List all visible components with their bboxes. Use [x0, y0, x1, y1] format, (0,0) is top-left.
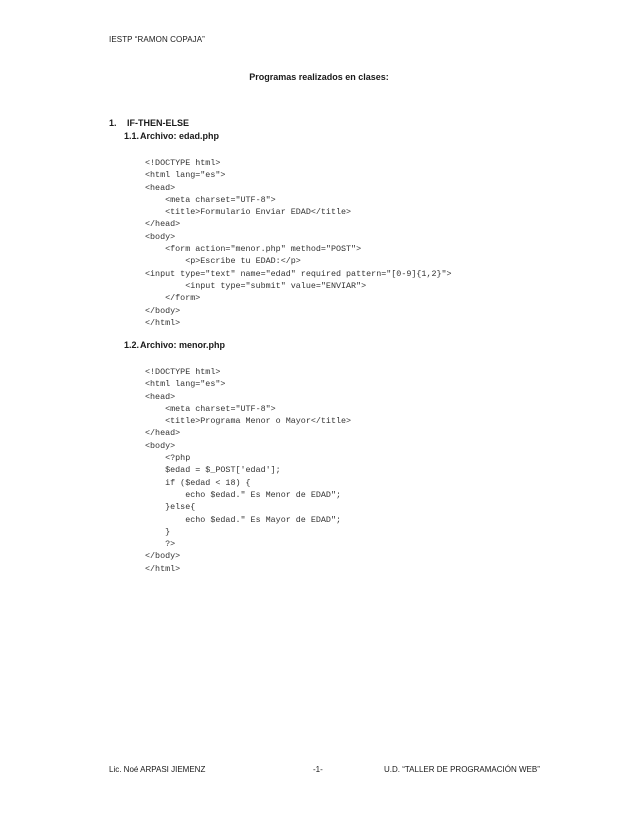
footer-course: U.D. “TALLER DE PROGRAMACIÓN WEB” — [384, 765, 540, 774]
code-line: ?> — [145, 539, 176, 550]
code-line: <p>Escribe tu EDAD:</p> — [145, 256, 301, 267]
code-line: <body> — [145, 231, 176, 242]
subsection-title: Archivo: edad.php — [140, 131, 220, 141]
subsection-heading-menor — [124, 340, 225, 350]
code-line: <title>Formulario Enviar EDAD</title> — [145, 207, 352, 218]
code-line: <body> — [145, 440, 176, 451]
document-title: Programas realizados en clases: — [249, 72, 389, 82]
footer-author: Lic. Noé ARPASI JIEMENZ — [109, 765, 206, 774]
code-line: <html lang="es"> — [145, 379, 226, 390]
code-line: <meta charset="UTF-8"> — [145, 403, 276, 414]
code-line: <head> — [145, 391, 176, 402]
code-line: <title>Programa Menor o Mayor</title> — [145, 416, 352, 427]
subsection-title: Archivo: menor.php — [140, 340, 226, 350]
code-block-menor — [145, 366, 351, 575]
code-line: if ($edad < 18) { — [145, 477, 251, 488]
code-line: <head> — [145, 182, 176, 193]
section-number: 1. — [109, 118, 117, 128]
code-line: </body> — [145, 551, 181, 562]
page-header: IESTP “RAMON COPAJA” — [109, 35, 205, 44]
code-line: </body> — [145, 305, 181, 316]
section-title: IF-THEN-ELSE — [127, 118, 189, 128]
code-line: $edad = $_POST['edad']; — [145, 465, 281, 476]
code-line: <!DOCTYPE html> — [145, 158, 221, 168]
subsection-number: 1.2. — [124, 340, 140, 350]
code-line: <html lang="es"> — [145, 170, 226, 181]
code-line: <input type="text" name="edad" required pattern="[0-9]{1,2}"> — [145, 268, 452, 279]
code-line: </form> — [145, 293, 201, 304]
subsection-heading-edad — [124, 131, 219, 141]
code-line: <meta charset="UTF-8"> — [145, 194, 276, 205]
code-line: </head> — [145, 428, 181, 439]
code-line: </html> — [145, 563, 181, 574]
code-line: </html> — [145, 317, 181, 328]
code-line: echo $edad." Es Mayor de EDAD"; — [145, 514, 342, 525]
code-line: <form action="menor.php" method="POST"> — [145, 244, 362, 255]
subsection-number: 1.1. — [124, 131, 140, 141]
code-block-edad — [145, 157, 452, 329]
code-line: echo $edad." Es Menor de EDAD"; — [145, 489, 342, 500]
footer-page-number: -1- — [313, 765, 323, 774]
code-line: <!DOCTYPE html> — [145, 367, 221, 377]
code-line: </head> — [145, 219, 181, 230]
code-line: <input type="submit" value="ENVIAR"> — [145, 280, 367, 291]
code-line: }else{ — [145, 502, 196, 513]
section-heading — [109, 118, 189, 128]
code-line: } — [145, 526, 171, 537]
code-line: <?php — [145, 453, 191, 464]
